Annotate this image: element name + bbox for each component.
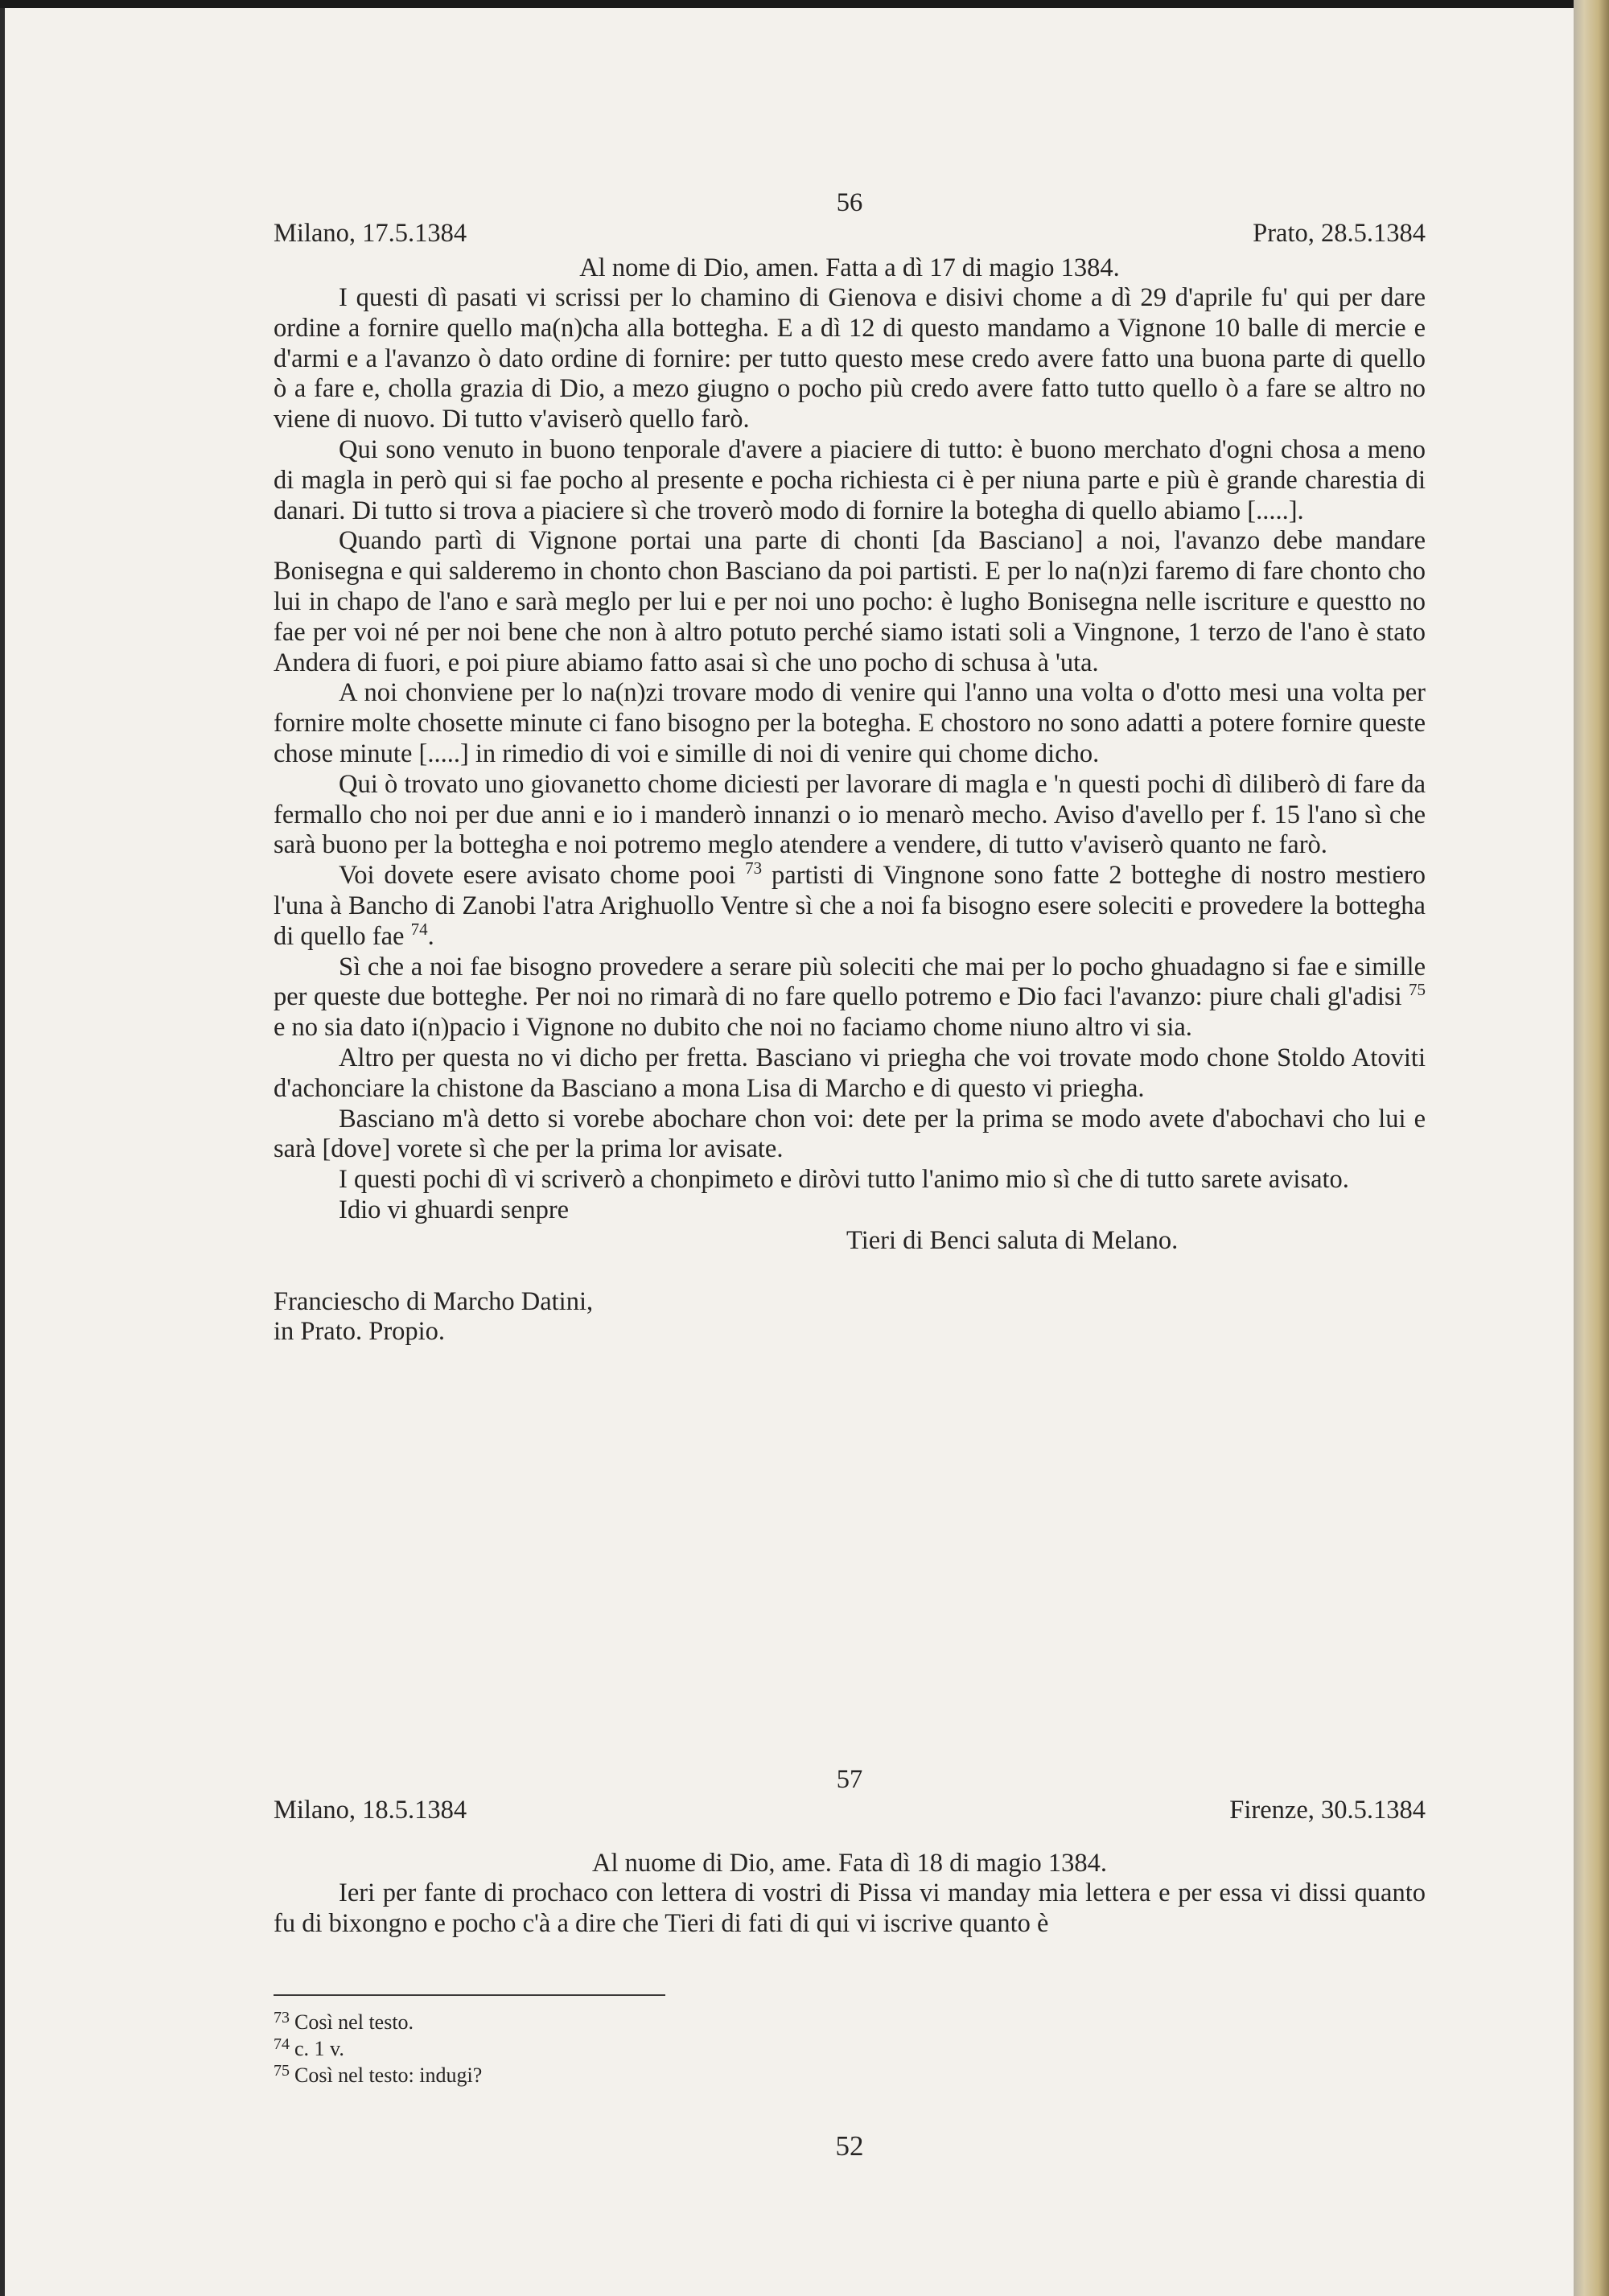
- paragraph: Ieri per fante di prochaco con lettera di vostri di Pissa vi manday mia lettera e per essa vi dissi quanto fu di bixongno e pocho c'à a dire che Tieri di fati di qui vi iscrive quanto è: [274, 1878, 1426, 1938]
- footnote: [274, 2062, 837, 2088]
- letter-57: [274, 1764, 1426, 1940]
- origin-date: Milano, 18.5.1384: [274, 1796, 467, 1825]
- paragraph: [274, 953, 1426, 1043]
- book-spine: [1574, 0, 1609, 2296]
- text: Sì che a noi fae bisogno provedere a serare più soleciti che mai per lo pocho ghuadagno si fae e simille per queste due botteghe. Per noi no rimarà di no fare quello potremo e Dio faci l'avanzo: piure chali gl'adisi: [274, 952, 1426, 1012]
- footnote-text: Così nel testo: indugi?: [294, 2064, 483, 2087]
- footnote-text: c. 1 v.: [294, 2037, 344, 2060]
- text: Voi dovete esere avisato chome pooi: [339, 861, 736, 891]
- footnote-rule: [274, 1994, 665, 1996]
- closing-line: Idio vi ghuardi senpre: [339, 1195, 570, 1224]
- letter-header: [274, 218, 1426, 249]
- arrival-date: Firenze, 30.5.1384: [1229, 1796, 1426, 1825]
- opening-line: Al nuome di Dio, ame. Fata dì 18 di magio 1384.: [592, 1849, 1107, 1878]
- paragraph: I questi dì pasati vi scrissi per lo chamino di Gienova e disivi chome a dì 29 d'aprile fu' qui per dare ordine a fornire quello ma(n)cha alla bottegha. E a dì 12 di questo mandamo a Vignone 10 balle di mercie e d'armi e a l'avanzo ò dato ordine di fornire: per tutto questo mese credo avere fatto una buona parte di quello ò a fare e, cholla grazia di Dio, a mezo giugno o pocho più credo avere fatto tutto quello ò a fare se altro no viene di nuovo. Di tutto v'aviserò quello farò.: [274, 283, 1426, 434]
- paragraph: Quando partì di Vignone portai una parte di chonti [da Basciano] a noi, l'avanzo debe mandare Bonisegna e qui salderemo in chonto chon Basciano da poi partisti. E per lo na(n)zi faremo di fare chonto cho lui in chapo de l'ano e sarà meglo per lui e per noi uno pocho: è lugho Bonisegna nelle iscriture e questto no fae per voi né per noi bene che non à altro potuto perché siamo istati soli a Vingnone, 1 terzo de l'ano è stato Andera di fuori, e poi piure abiamo fatto asai sì che uno pocho di schusa à 'uta.: [274, 526, 1426, 677]
- footnote: [274, 2009, 837, 2035]
- paragraph: Basciano m'à detto si vorebe abochare chon voi: dete per la prima se modo avete d'abochavi cho lui e sarà [dove] vorete sì che per la prima lor avisate.: [274, 1104, 1426, 1164]
- footnote-number: 74: [274, 2035, 290, 2053]
- page-number: 52: [835, 2130, 864, 2162]
- top-edge: [0, 0, 1609, 8]
- paragraph: [274, 858, 1426, 952]
- paragraph: A noi chonviene per lo na(n)zi trovare modo di venire qui l'anno una volta o d'otto mesi una volta per fornire molte chosette minute ci fano bisogno per la botegha. E chostoro no sono adatti a potere fornire queste chose minute [.....] in rimedio di voi e simille di noi di venire qui chome dicho.: [274, 678, 1426, 768]
- addressee: Franciescho di Marcho Datini,: [274, 1286, 594, 1316]
- footnote-number: 75: [274, 2062, 290, 2080]
- footnotes: [274, 2009, 837, 2088]
- arrival-date: Prato, 28.5.1384: [1253, 219, 1426, 248]
- text: .: [427, 921, 434, 951]
- letter-56: [274, 187, 1426, 1348]
- letter-number: 56: [836, 188, 863, 217]
- paragraph: Qui sono venuto in buono tenporale d'avere a piaciere di tutto: è buono merchato d'ogni chosa a meno di magla in però qui si fae pocho al presente e pocha richiesta ci è per niuna parte e più è grande charestia di danari. Di tutto si trova a piaciere sì che troverò modo di fornire la botegha di quello abiamo [.....].: [274, 434, 1426, 525]
- footnote-ref: 75: [1409, 980, 1426, 1000]
- opening-line: Al nome di Dio, amen. Fatta a dì 17 di magio 1384.: [579, 253, 1120, 282]
- footnote-number: 73: [274, 2009, 290, 2026]
- text: e no sia dato i(n)pacio i Vignone no dubito che noi no faciamo chome niuno altro vi sia.: [274, 1013, 1192, 1043]
- footnote-ref: 74: [410, 919, 428, 939]
- addressee: in Prato. Propio.: [274, 1317, 446, 1347]
- footnote: [274, 2035, 837, 2062]
- text: partisti di Vingnone sono fatte 2 botteghe di nostro mestiero l'una à Bancho di Zanobi l'atra Arighuollo Ventre sì che a noi fa bisogno esere soleciti e provedere la bottegha di quello fae: [274, 861, 1426, 951]
- footnote-text: Così nel testo.: [294, 2010, 414, 2034]
- paragraph: Altro per questa no vi dicho per fretta. Basciano vi priegha che voi trovate modo chone Stoldo Atoviti d'achonciare la chistone da Basciano a mona Lisa di Marcho e di questo vi priegha.: [274, 1043, 1426, 1103]
- paragraph: I questi pochi dì vi scriverò a chonpimeto e diròvi tutto l'animo mio sì che di tutto sarete avisato.: [339, 1165, 1349, 1195]
- signature: Tieri di Benci saluta di Melano.: [846, 1225, 1179, 1255]
- footnote-ref: 73: [745, 858, 763, 878]
- paragraph: Qui ò trovato uno giovanetto chome diciesti per lavorare di magla e 'n questi pochi dì diliberò di fare da fermallo cho noi per due anni e io i manderò innanzi o io menarò mecho. Aviso d'avello per f. 15 l'ano sì che sarà buono per la bottegha e noi potremo meglo atendere a vendere, di tutto v'aviserò quanto ne farò.: [274, 769, 1426, 860]
- letter-header: [274, 1795, 1426, 1825]
- letter-number: 57: [836, 1765, 863, 1794]
- origin-date: Milano, 17.5.1384: [274, 219, 467, 248]
